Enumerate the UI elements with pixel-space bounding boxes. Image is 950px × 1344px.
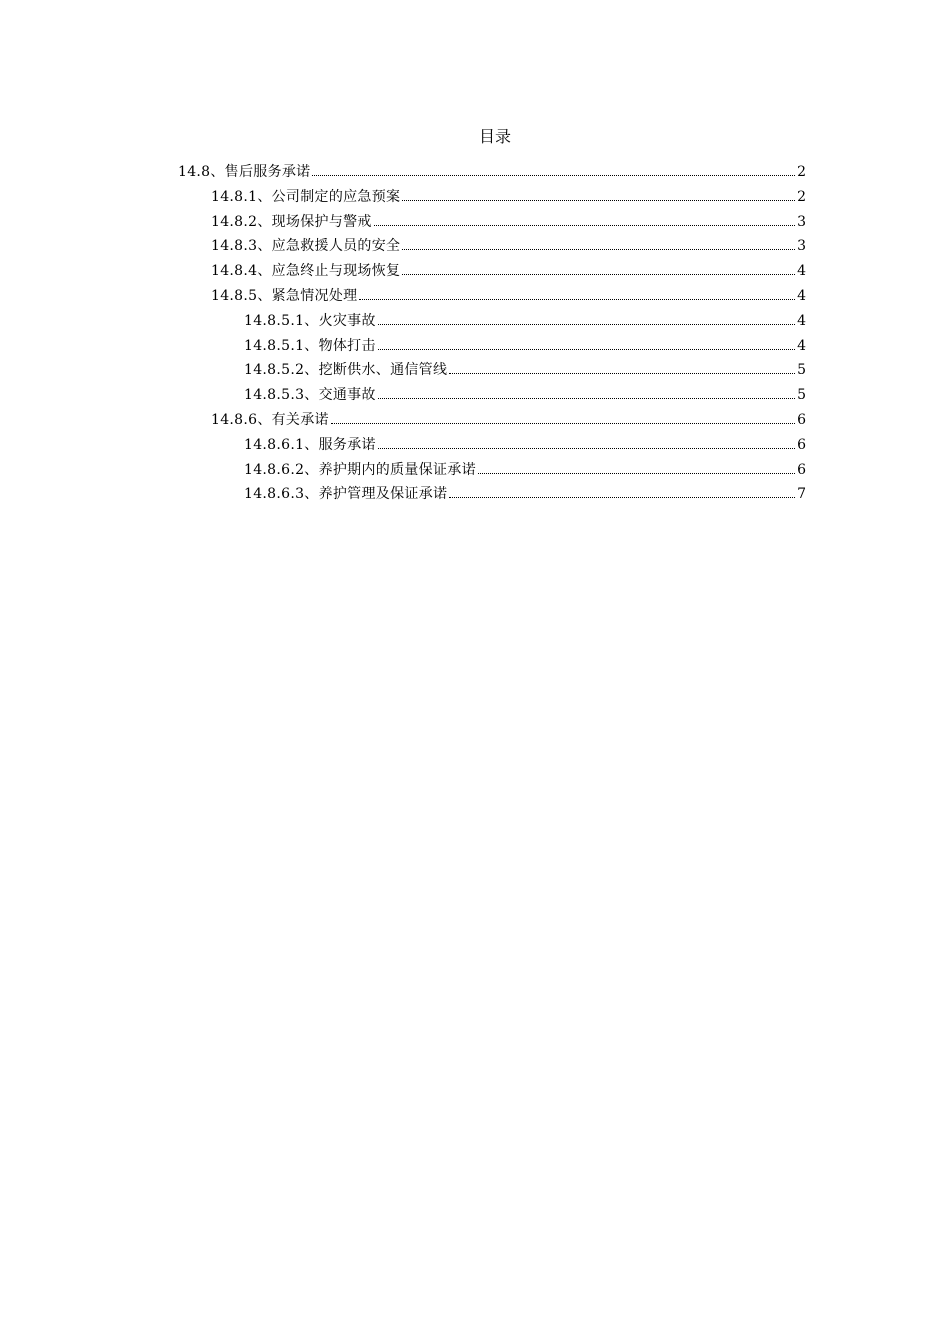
toc-entry-label: 14.8.5.2、挖断供水、通信管线 [244, 362, 448, 379]
toc-entry-label: 14.8.3、应急救援人员的安全 [211, 238, 401, 255]
toc-entry-label: 14.8.6、有关承诺 [211, 411, 329, 428]
toc-dot-leader [402, 200, 795, 201]
toc-dot-leader [378, 324, 795, 325]
toc-entry-label: 14.8.1、公司制定的应急预案 [211, 188, 401, 205]
toc-entry-page-number: 5 [797, 387, 806, 404]
toc-entry-page-number: 4 [797, 312, 806, 329]
toc-entry-label: 14.8、售后服务承诺 [178, 164, 311, 180]
toc-entry[interactable] [178, 433, 806, 458]
toc-entry[interactable] [178, 309, 806, 334]
toc-entry-label: 14.8.4、应急终止与现场恢复 [211, 263, 401, 280]
toc-entry-page-number: 6 [797, 436, 806, 453]
toc-entry-label: 14.8.5.1、火灾事故 [244, 312, 376, 329]
toc-dot-leader [312, 175, 795, 176]
toc-dot-leader [449, 373, 795, 374]
toc-entry-page-number: 2 [797, 188, 806, 205]
toc-title: 目录 [478, 127, 511, 146]
toc-entry[interactable] [178, 160, 806, 185]
table-of-contents [178, 160, 806, 507]
toc-dot-leader [449, 497, 795, 498]
toc-entry-page-number: 3 [797, 238, 806, 255]
toc-dot-leader [378, 448, 795, 449]
toc-dot-leader [331, 423, 795, 424]
toc-entry[interactable] [178, 482, 806, 507]
toc-entry-label: 14.8.5.3、交通事故 [244, 387, 376, 404]
toc-entry-page-number: 4 [797, 263, 806, 280]
toc-entry[interactable] [178, 334, 806, 359]
toc-entry-page-number: 3 [797, 213, 806, 230]
toc-entry[interactable] [178, 408, 806, 433]
toc-entry-label: 14.8.5、紧急情况处理 [211, 287, 358, 304]
toc-entry-label: 14.8.2、现场保护与警戒 [211, 213, 372, 230]
toc-entry-page-number: 7 [797, 486, 806, 503]
toc-entry-page-number: 4 [797, 287, 806, 304]
toc-dot-leader [478, 473, 795, 474]
toc-entry-page-number: 5 [797, 362, 806, 379]
toc-dot-leader [402, 249, 795, 250]
toc-entry-label: 14.8.6.1、服务承诺 [244, 436, 376, 453]
toc-entry-page-number: 2 [797, 164, 806, 180]
toc-entry[interactable] [178, 358, 806, 383]
toc-entry[interactable] [178, 383, 806, 408]
toc-entry-page-number: 6 [797, 461, 806, 478]
toc-entry[interactable] [178, 234, 806, 259]
toc-entry[interactable] [178, 210, 806, 235]
toc-dot-leader [402, 274, 795, 275]
toc-entry-label: 14.8.5.1、物体打击 [244, 337, 376, 354]
toc-entry[interactable] [178, 458, 806, 483]
toc-dot-leader [378, 398, 795, 399]
toc-entry-page-number: 6 [797, 411, 806, 428]
toc-entry[interactable] [178, 259, 806, 284]
toc-entry[interactable] [178, 185, 806, 210]
toc-dot-leader [378, 349, 795, 350]
toc-entry-label: 14.8.6.2、养护期内的质量保证承诺 [244, 461, 476, 478]
toc-entry-label: 14.8.6.3、养护管理及保证承诺 [244, 486, 448, 503]
toc-entry[interactable] [178, 284, 806, 309]
toc-dot-leader [359, 299, 795, 300]
toc-dot-leader [374, 225, 795, 226]
toc-entry-page-number: 4 [797, 337, 806, 354]
